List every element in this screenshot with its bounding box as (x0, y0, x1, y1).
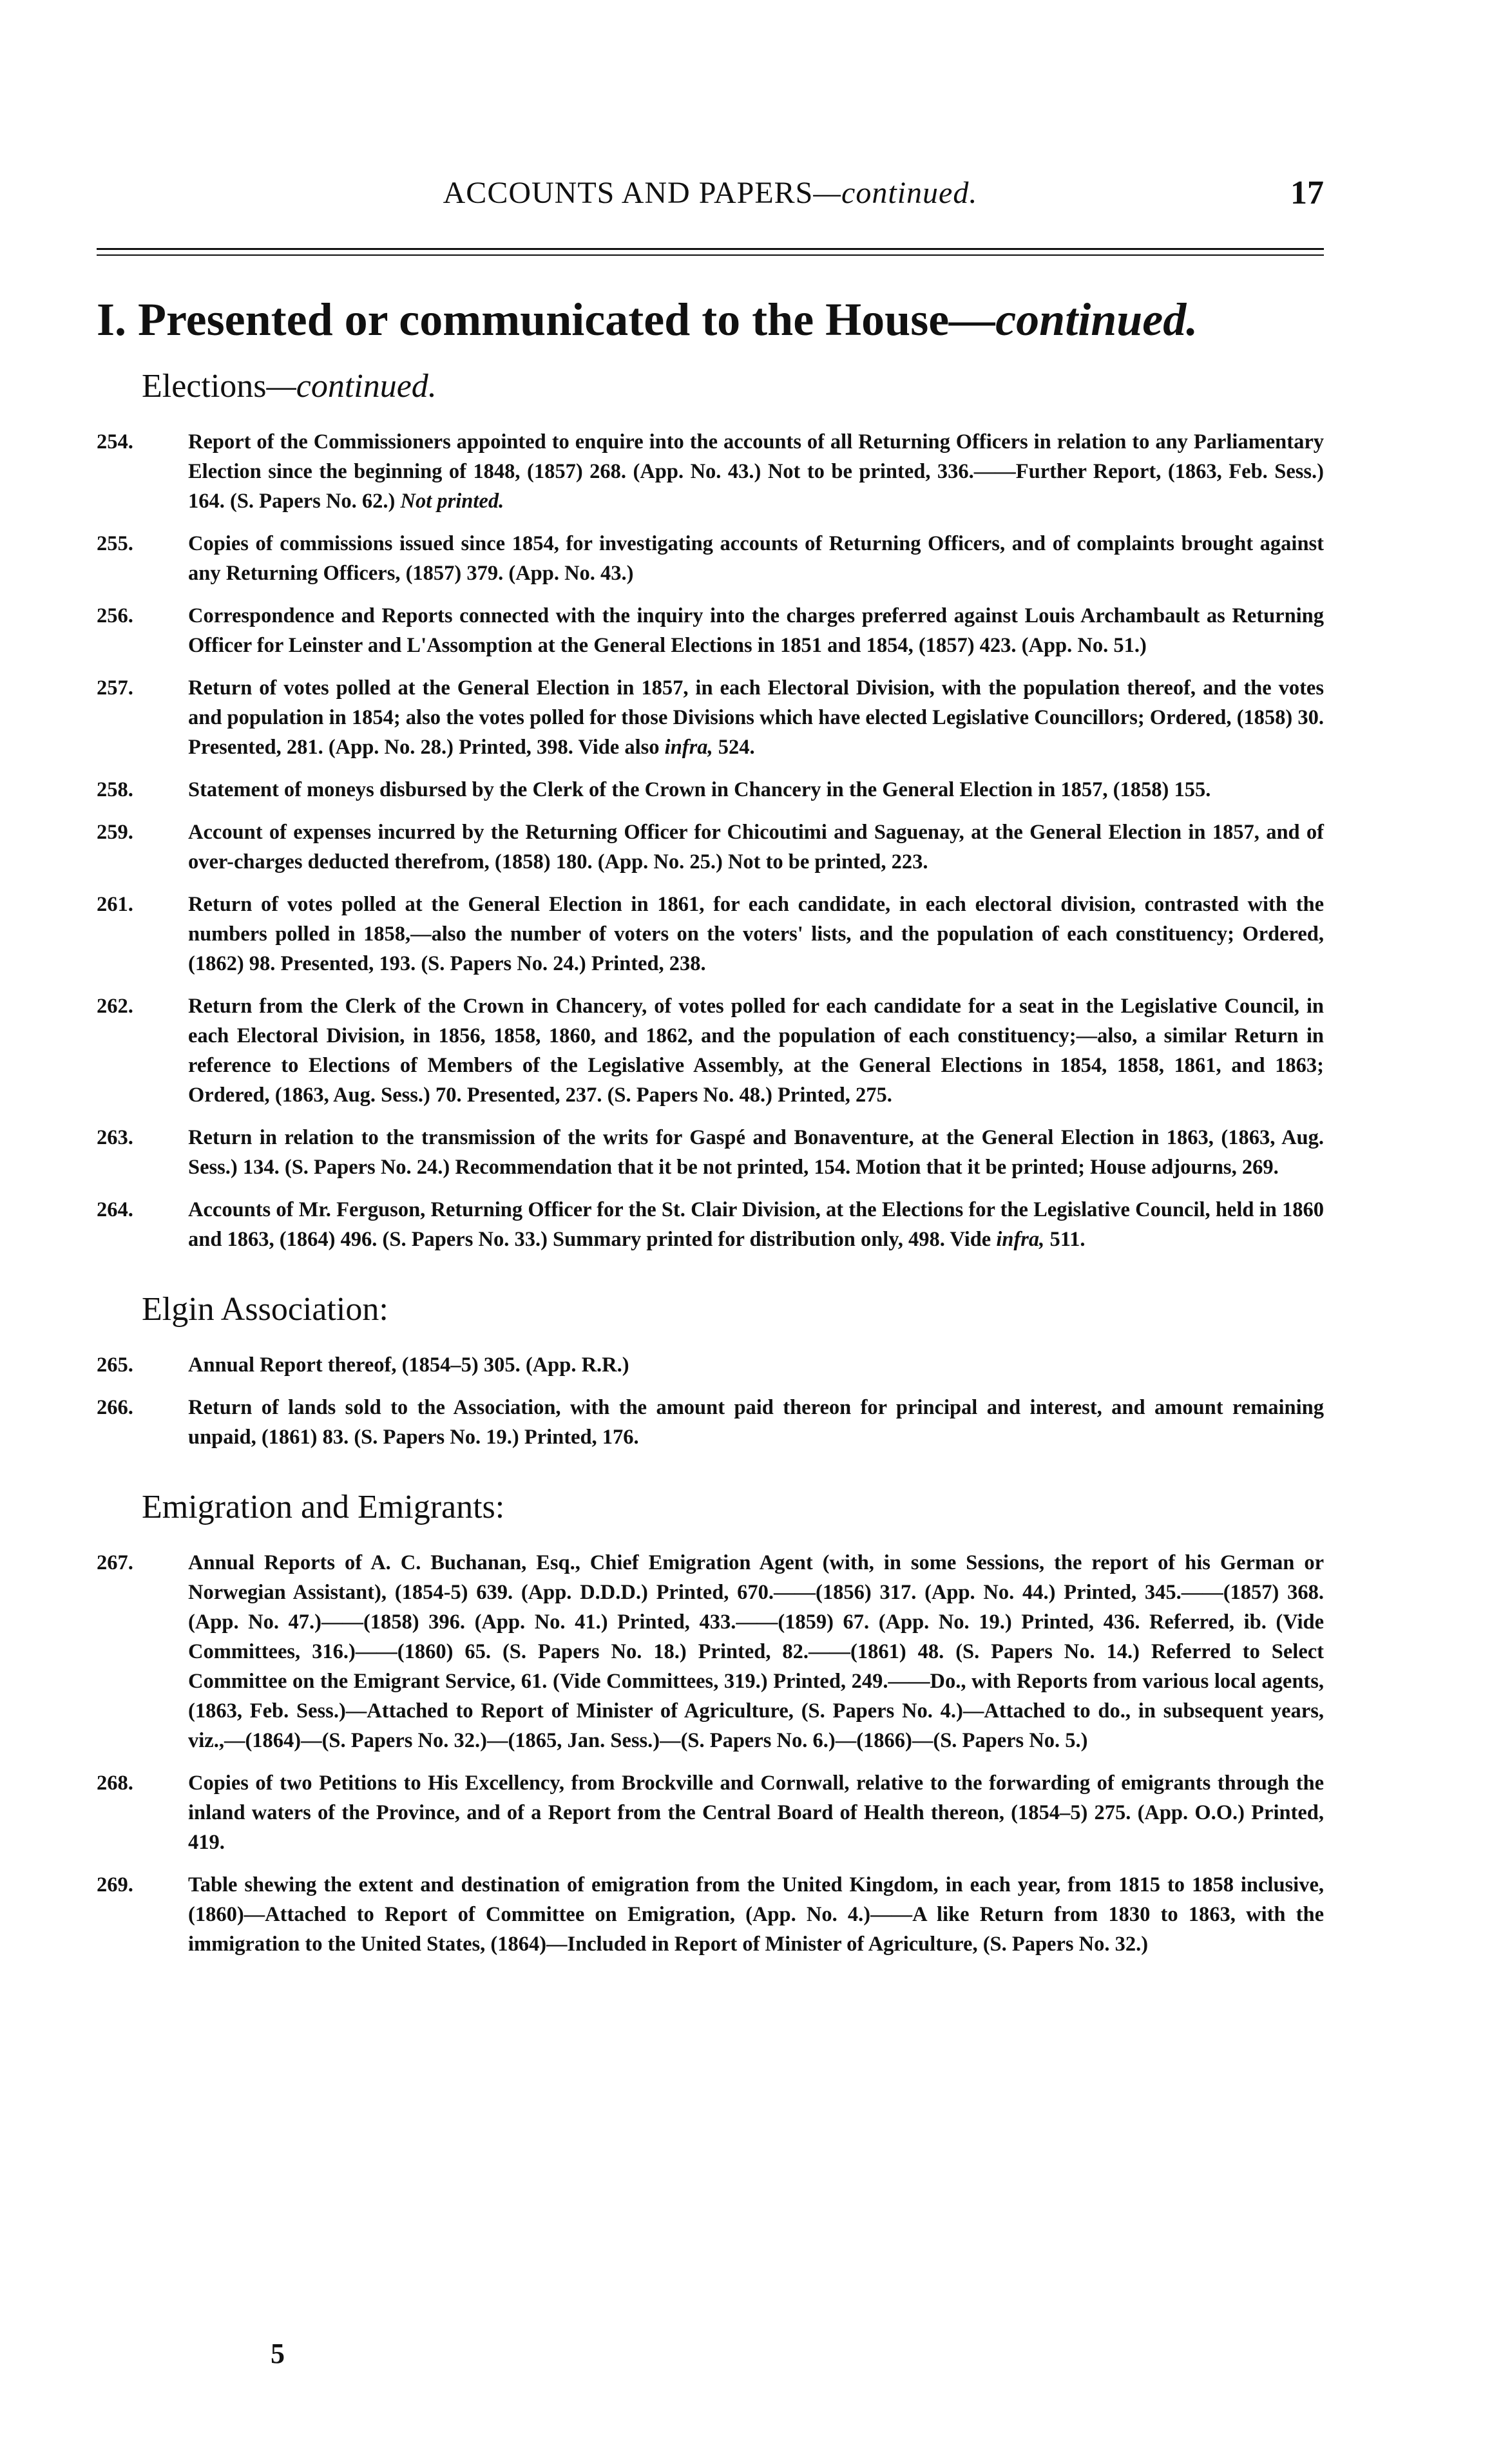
entry-number: 268. (97, 1772, 133, 1795)
entry-number: 256. (97, 604, 133, 627)
entry-number: 263. (97, 1126, 133, 1149)
entry-italic-text: infra, (996, 1228, 1045, 1251)
entry-text: Annual Report thereof, (1854–5) 305. (App. R.R.) (188, 1353, 629, 1377)
entry-text: Annual Reports of A. C. Buchanan, Esq., Chief Emigration Agent (with, in some Sessions, the report of his German or Norwegian Assistant), (1854-5) 639. (App. D.D.D.) Printed, 670.——(1856) 317. (App. No. 44.) Printed, 345.——(1857) 368. (App. No. 47.)——(1858) 396. (App. No. 41.) Printed, 433.——(1859) 67. (App. No. 19.) Printed, 436. Referred, ib. (Vide Committees, 316.)——(1860) 65. (S. Papers No. 18.) Printed, 82.——(1861) 48. (S. Papers No. 14.) Referred to Select Committee on the Emigrant Service, 61. (Vide Committees, 319.) Printed, 249.——Do., with Reports from various local agents, (1863, Feb. Sess.)—Attached to Report of Minister of Agriculture, (S. Papers No. 4.)—Attached to do., in subsequent years, viz.,—(1864)—(S. Papers No. 32.)—(1865, Jan. Sess.)—(S. Papers No. 6.)—(1866)—(S. Papers No. 5.) (188, 1551, 1324, 1752)
running-title-text: ACCOUNTS AND PAPERS (443, 176, 814, 210)
entry-number: 261. (97, 893, 133, 916)
entry-item (97, 890, 1324, 979)
entry-number: 258. (97, 778, 133, 801)
entry-number: 255. (97, 532, 133, 555)
group-heading-text: Emigration and Emigrants: (142, 1489, 505, 1525)
entry-number: 267. (97, 1551, 133, 1574)
entry-number: 254. (97, 430, 133, 454)
entry-item (97, 673, 1324, 762)
entry-number: 262. (97, 995, 133, 1018)
entry-text: Return from the Clerk of the Crown in Chancery, of votes polled for each candidate for a seat in the Legislative Council, in each Electoral Division, in 1856, 1858, 1860, and 1862, and the population of each constituency;—also, a similar Return in reference to Elections of Members of the Legislative Assembly, at the General Elections in 1854, 1858, 1861, and 1863; Ordered, (1863, Aug. Sess.) 70. Presented, 237. (S. Papers No. 48.) Printed, 275. (188, 995, 1324, 1107)
entry-text: Statement of moneys disbursed by the Clerk of the Crown in Chancery in the General Election in 1857, (1858) 155. (188, 778, 1211, 801)
entry-text: Correspondence and Reports connected with the inquiry into the charges preferred against Louis Archambault as Returning Officer for Leinster and L'Assomption at the General Elections in 1851 and 1854, (1857) 423. (App. No. 51.) (188, 604, 1324, 657)
entry-number: 269. (97, 1873, 133, 1896)
header-rule-top (97, 248, 1324, 250)
entry-item (97, 1350, 1324, 1380)
entry-number: 265. (97, 1353, 133, 1377)
page-number: 17 (1290, 175, 1324, 211)
section-heading (97, 293, 1198, 347)
signature-mark: 5 (271, 2338, 285, 2369)
entry-text: Copies of commissions issued since 1854, for investigating accounts of Returning Officers, and of complaints brought against any Returning Officers, (1857) 379. (App. No. 43.) (188, 532, 1324, 585)
entry-item (97, 1123, 1324, 1182)
entry-italic-text: infra, (664, 736, 713, 759)
entry-text: Account of expenses incurred by the Returning Officer for Chicoutimi and Saguenay, at the General Election in 1857, and of over-charges deducted therefrom, (1858) 180. (App. No. 25.) Not to be printed, 223. (188, 821, 1324, 874)
running-title-continued: —continued. (813, 176, 978, 210)
entry-item (97, 1548, 1324, 1755)
entry-number: 264. (97, 1198, 133, 1221)
entry-text: Return in relation to the transmission of the writs for Gaspé and Bonaventure, at the General Election in 1863, (1863, Aug. Sess.) 134. (S. Papers No. 24.) Recommendation that it be not printed, 154. Motion that it be printed; House adjourns, 269. (188, 1126, 1324, 1179)
group-heading (142, 1488, 1324, 1526)
entry-item (97, 1768, 1324, 1857)
entry-item (97, 817, 1324, 877)
entry-item (97, 775, 1324, 805)
running-title (97, 175, 1324, 211)
running-head (97, 175, 1324, 220)
entries-content (97, 367, 1324, 1972)
entry-item (97, 991, 1324, 1110)
entry-text-after-italic: 524. (713, 736, 755, 759)
group-heading (142, 1290, 1324, 1328)
entry-text: Accounts of Mr. Ferguson, Returning Officer for the St. Clair Division, at the Elections for the Legislative Council, held in 1860 and 1863, (1864) 496. (S. Papers No. 33.) Summary printed for distribution only, 498. Vide (188, 1198, 1324, 1251)
entry-item (97, 1870, 1324, 1959)
entry-text: Return of votes polled at the General Election in 1857, in each Electoral Division, with the population thereof, and the votes and population in 1854; also the votes polled for those Divisions which have elected Legislative Councillors; Ordered, (1858) 30. Presented, 281. (App. No. 28.) Printed, 398. Vide also (188, 676, 1324, 759)
entry-text: Return of votes polled at the General Election in 1861, for each candidate, in each electoral division, contrasted with the numbers polled in 1858,—also the number of voters on the voters' lists, and the population of each constituency; Ordered, (1862) 98. Presented, 193. (S. Papers No. 24.) Printed, 238. (188, 893, 1324, 975)
group-heading-text: Elections (142, 368, 267, 405)
header-rule-bottom (97, 254, 1324, 256)
group-heading (142, 367, 1324, 405)
entry-item (97, 427, 1324, 516)
entry-text: Report of the Commissioners appointed to enquire into the accounts of all Returning Officers in relation to any Parliamentary Election since the beginning of 1848, (1857) 268. (App. No. 43.) Not to be printed, 336.——Further Report, (1863, Feb. Sess.) 164. (S. Papers No. 62.) (188, 430, 1324, 513)
entry-item (97, 1195, 1324, 1254)
entry-text: Copies of two Petitions to His Excellency, from Brockville and Cornwall, relative to the forwarding of emigrants through the inland waters of the Province, and of a Report from the Central Board of Health thereon, (1854–5) 275. (App. O.O.) Printed, 419. (188, 1772, 1324, 1854)
entry-italic-text: Not printed. (400, 490, 504, 513)
entry-number: 259. (97, 821, 133, 844)
entry-text: Return of lands sold to the Association, with the amount paid thereon for principal and interest, and amount remaining unpaid, (1861) 83. (S. Papers No. 19.) Printed, 176. (188, 1396, 1324, 1449)
entry-item (97, 601, 1324, 660)
group-heading-continued: —continued. (266, 368, 437, 405)
entry-text-after-italic: 511. (1044, 1228, 1086, 1251)
entry-item (97, 529, 1324, 588)
group-heading-text: Elgin Association: (142, 1291, 388, 1328)
section-title: I. Presented or communicated to the House (97, 294, 950, 345)
section-continued: —continued. (949, 294, 1198, 345)
entry-text: Table shewing the extent and destination of emigration from the United Kingdom, in each year, from 1815 to 1858 inclusive, (1860)—Attached to Report of Committee on Emigration, (App. No. 4.)——A like Return from 1830 to 1863, with the immigration to the United States, (1864)—Included in Report of Minister of Agriculture, (S. Papers No. 32.) (188, 1873, 1324, 1956)
entry-number: 266. (97, 1396, 133, 1419)
entry-item (97, 1393, 1324, 1452)
entry-number: 257. (97, 676, 133, 700)
